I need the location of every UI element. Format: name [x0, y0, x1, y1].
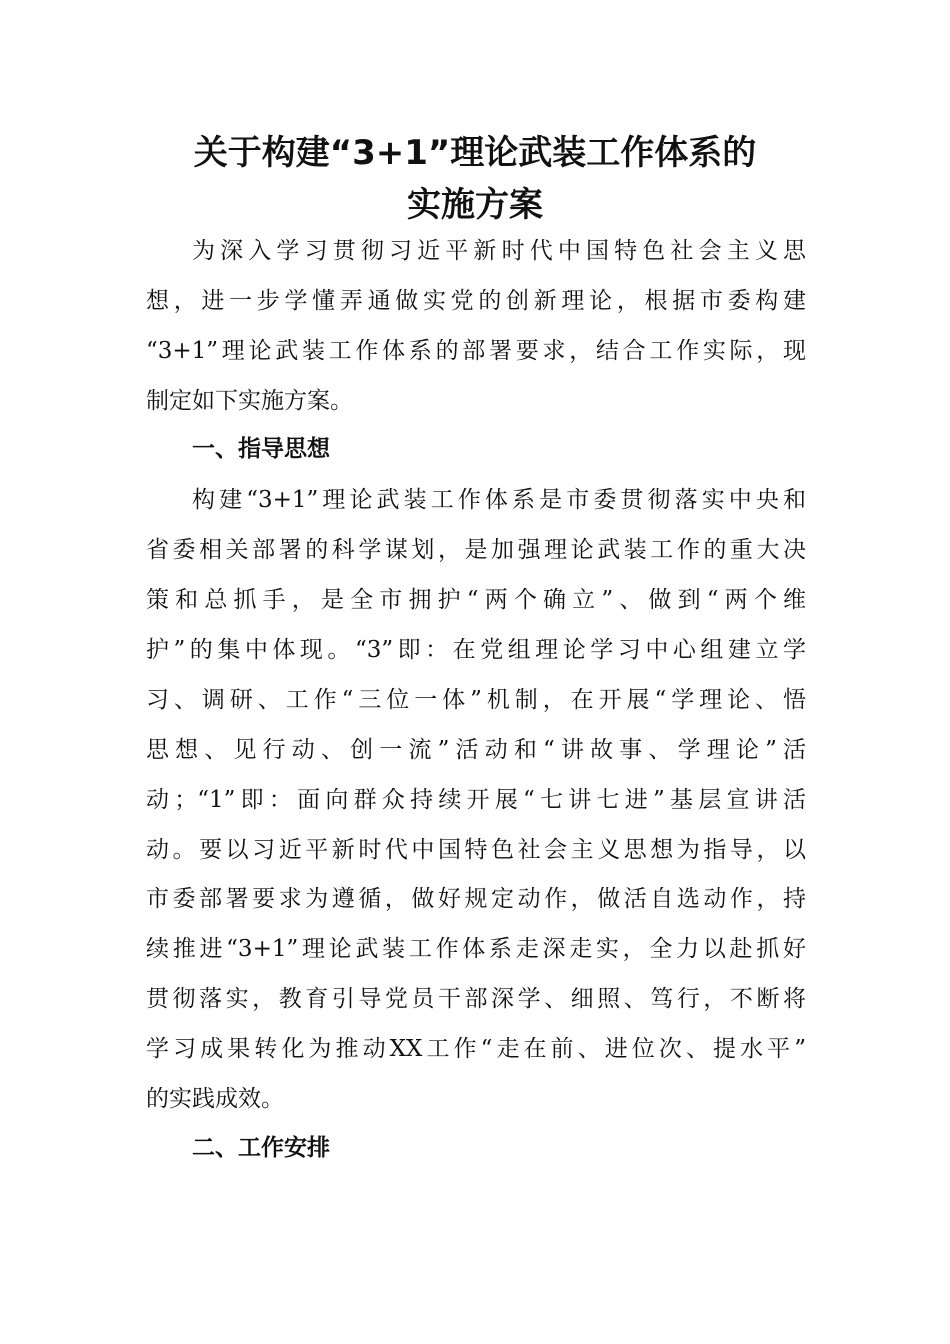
section1-paragraph-line: 学习成果转化为推动XX工作“走在前、进位次、提水平”: [146, 1036, 806, 1062]
section1-paragraph-line: 构建“3+1”理论武装工作体系是市委贯彻落实中央和: [192, 487, 806, 513]
section1-paragraph-line: 续推进“3+1”理论武装工作体系走深走实，全力以赴抓好: [146, 936, 806, 962]
intro-paragraph-line: “3+1”理论武装工作体系的部署要求，结合工作实际，现: [146, 338, 806, 364]
section1-paragraph-line: 动。要以习近平新时代中国特色社会主义思想为指导，以: [146, 837, 806, 863]
section1-paragraph-line: 市委部署要求为遵循，做好规定动作，做活自选动作，持: [146, 886, 806, 912]
intro-paragraph-line: 制定如下实施方案。: [146, 388, 353, 414]
section1-paragraph-line: 的实践成效。: [146, 1086, 284, 1112]
section1-paragraph-line: 省委相关部署的科学谋划，是加强理论武装工作的重大决: [146, 537, 806, 563]
intro-paragraph-line: 为深入学习贯彻习近平新时代中国特色社会主义思: [192, 238, 806, 264]
section1-paragraph-line: 思想、见行动、创一流”活动和“讲故事、学理论”活: [146, 737, 806, 763]
section1-paragraph-line: 策和总抓手，是全市拥护“两个确立”、做到“两个维: [146, 587, 806, 613]
section1-paragraph-line: 习、调研、工作“三位一体”机制，在开展“学理论、悟: [146, 687, 806, 713]
section1-paragraph-line: 动；“1”即：面向群众持续开展“七讲七进”基层宣讲活: [146, 787, 806, 813]
intro-paragraph-line: 想，进一步学懂弄通做实党的创新理论，根据市委构建: [146, 288, 806, 314]
section-heading-guiding-thought: 一、指导思想: [192, 436, 330, 462]
section-heading-work-arrangement: 二、工作安排: [192, 1135, 330, 1161]
document-title-line-2: 实施方案: [407, 185, 543, 225]
document-title-line-1: 关于构建“3+1”理论武装工作体系的: [193, 133, 757, 173]
section1-paragraph-line: 护”的集中体现。“3”即：在党组理论学习中心组建立学: [146, 637, 806, 663]
section1-paragraph-line: 贯彻落实，教育引导党员干部深学、细照、笃行，不断将: [146, 986, 806, 1012]
